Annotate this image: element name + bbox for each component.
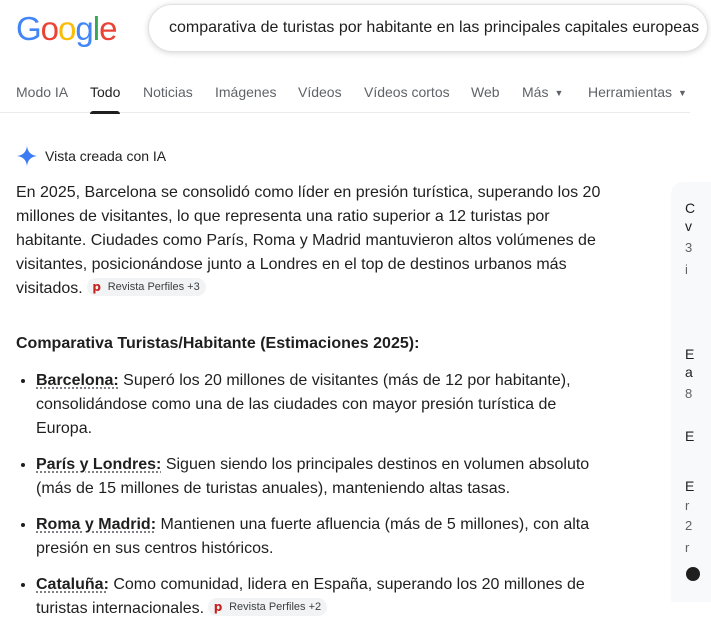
tab-mas[interactable] bbox=[522, 84, 563, 100]
panel-fragment: C bbox=[685, 200, 696, 216]
logo-letter: e bbox=[99, 10, 117, 47]
comparison-list bbox=[16, 368, 616, 621]
panel-fragment: a bbox=[685, 364, 693, 380]
tab-mas-label: Más bbox=[522, 84, 549, 100]
logo-letter: G bbox=[16, 10, 41, 47]
logo-letter: o bbox=[40, 10, 59, 47]
source-chip[interactable] bbox=[87, 278, 206, 296]
tab-web[interactable]: Web bbox=[471, 84, 500, 100]
caret-down-icon: ▼ bbox=[554, 88, 564, 99]
source-chip-label: Revista Perfiles +3 bbox=[107, 281, 200, 293]
tab-todo[interactable]: Todo bbox=[90, 84, 121, 100]
tab-herramientas[interactable] bbox=[588, 84, 687, 100]
caret-down-icon: ▼ bbox=[678, 88, 687, 99]
term-link[interactable]: París y Londres: bbox=[36, 456, 162, 473]
tab-modo-ia[interactable]: Modo IA bbox=[16, 84, 69, 100]
logo-letter: o bbox=[58, 10, 76, 47]
panel-fragment: E bbox=[685, 478, 695, 494]
panel-fragment: r bbox=[685, 540, 690, 555]
term-link[interactable]: Roma y Madrid: bbox=[36, 516, 157, 533]
avatar-icon bbox=[686, 567, 700, 581]
list-item bbox=[36, 452, 616, 501]
search-box[interactable] bbox=[148, 4, 708, 52]
sparkle-icon bbox=[16, 145, 38, 167]
search-input[interactable] bbox=[169, 5, 699, 51]
tab-noticias[interactable]: Noticias bbox=[143, 84, 193, 100]
tab-videos[interactable]: Vídeos bbox=[298, 84, 342, 100]
logo-letter: l bbox=[92, 10, 100, 47]
term-link[interactable]: Barcelona: bbox=[36, 372, 119, 389]
list-item bbox=[36, 572, 616, 621]
ai-overview-title: Vista creada con IA bbox=[45, 148, 167, 164]
tab-herramientas-label: Herramientas bbox=[588, 84, 673, 100]
source-chip[interactable] bbox=[208, 598, 327, 616]
item-text: Siguen siendo los principales destinos en volumen absoluto (más de 15 millones de turistas anuales), manteniendo altas tasas. bbox=[36, 456, 590, 497]
tab-videos-cortos[interactable]: Vídeos cortos bbox=[364, 84, 450, 100]
term-link[interactable]: Cataluña: bbox=[36, 576, 109, 593]
ai-overview-intro bbox=[16, 181, 616, 301]
source-logo-icon: p bbox=[92, 280, 101, 294]
panel-fragment: i bbox=[685, 262, 688, 277]
list-item bbox=[36, 512, 616, 561]
panel-fragment: E bbox=[685, 428, 695, 444]
search-tabs bbox=[0, 70, 690, 113]
ai-overview-content bbox=[16, 181, 616, 632]
panel-fragment: 8 bbox=[685, 386, 693, 401]
item-text: Mantienen una fuerte afluencia (más de 5 millones), con alta presión en sus centros históricos. bbox=[36, 516, 590, 557]
panel-fragment: v bbox=[685, 218, 692, 234]
intro-text: En 2025, Barcelona se consolidó como líder en presión turística, superando los 20 millones de visitantes, lo que representa una ratio superior a 12 turistas por habitante. Ciudades como París, Roma y Madrid mantuvieron altos volúmenes de visitantes, posicionándose junto a Londres en el top de destinos urbanos más visitados. bbox=[16, 184, 601, 297]
logo-letter: g bbox=[75, 10, 93, 47]
sources-panel[interactable] bbox=[671, 182, 711, 602]
item-text: Como comunidad, lidera en España, superando los 20 millones de turistas internacionales. bbox=[36, 576, 585, 617]
panel-fragment: r bbox=[685, 498, 690, 513]
ai-overview-header bbox=[16, 145, 166, 167]
panel-fragment: E bbox=[685, 346, 695, 362]
tab-imagenes[interactable]: Imágenes bbox=[215, 84, 277, 100]
list-item bbox=[36, 368, 616, 441]
item-text: Superó los 20 millones de visitantes (más de 12 por habitante), consolidándose como una de las ciudades con mayor presión turística de Europa. bbox=[36, 372, 571, 437]
source-chip-label: Revista Perfiles +2 bbox=[229, 601, 322, 613]
section-title: Comparativa Turistas/Habitante (Estimaciones 2025): bbox=[16, 335, 420, 352]
google-logo[interactable] bbox=[16, 10, 116, 48]
panel-fragment: 3 bbox=[685, 240, 693, 255]
panel-fragment: 2 bbox=[685, 518, 693, 533]
source-logo-icon: p bbox=[213, 600, 223, 614]
